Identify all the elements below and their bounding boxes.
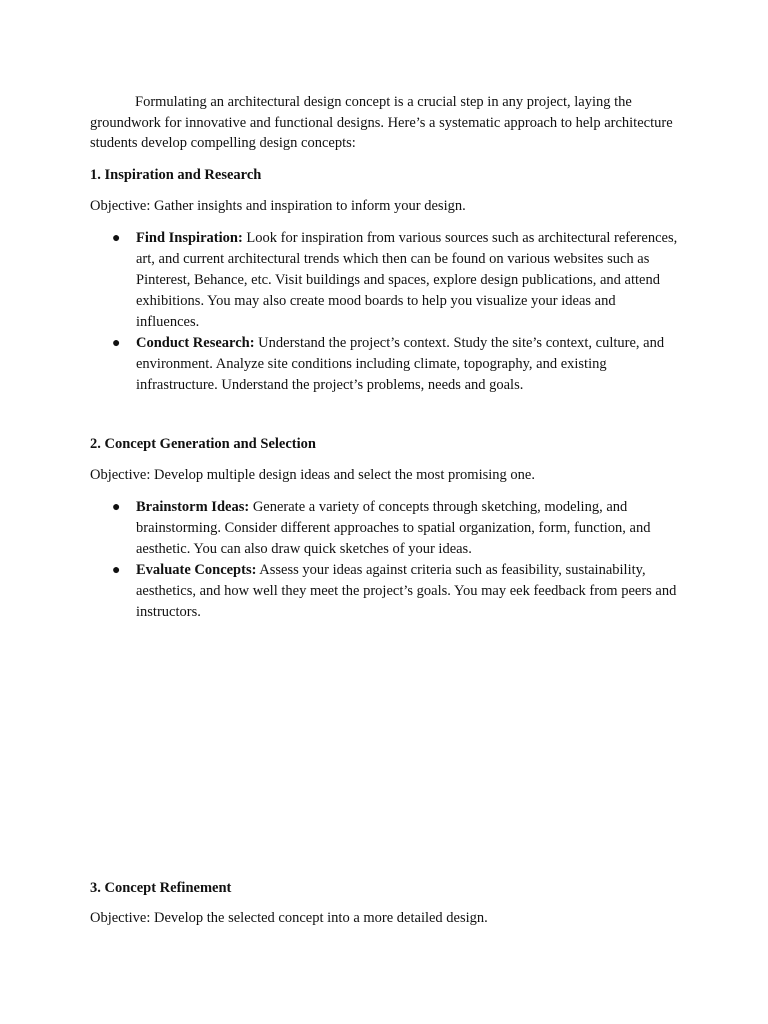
- bullet-item-find-inspiration: [90, 228, 680, 333]
- intro-paragraph: Formulating an architectural design concept is a crucial step in any project, laying the groundwork for innovative and functional designs. Here’s a systematic approach to help architecture students develop compelling design concepts:: [90, 94, 673, 151]
- bullet-item-conduct-research: [90, 333, 680, 396]
- bullet-term: Brainstorm Ideas:: [136, 499, 250, 515]
- bullet-text: Generate a variety of concepts through sketching, modeling, and brainstorming. Consider different approaches to spatial organization, form, function, and aesthetic. You can also draw quick sketches of your ideas.: [136, 499, 651, 557]
- section-objective-concept-generation: Objective: Develop multiple design ideas and select the most promising one.: [90, 467, 535, 483]
- bullet-icon: ●: [112, 563, 121, 578]
- bullet-item-evaluate-concepts: [90, 560, 680, 623]
- section-heading-concept-refinement: 3. Concept Refinement: [90, 880, 232, 896]
- section-objective-concept-refinement: Objective: Develop the selected concept into a more detailed design.: [90, 910, 488, 926]
- bullet-term: Find Inspiration:: [136, 230, 243, 246]
- bullet-list-concept-generation: [90, 497, 680, 623]
- section-heading-inspiration-research: 1. Inspiration and Research: [90, 167, 262, 183]
- bullet-text: Look for inspiration from various sources such as architectural references, art, and current architectural trends which then can be found on various websites such as Pinterest, Behance, etc. Visit buildings and spaces, explore design publications, and attend exhibitions. You may also create mood boards to help you visualize your ideas and influences.: [136, 230, 678, 330]
- bullet-text: Understand the project’s context. Study the site’s context, culture, and environment. Analyze site conditions including climate, topography, and existing infrastructure. Understand the project’s problems, needs and goals.: [136, 335, 665, 393]
- bullet-item-brainstorm-ideas: [90, 497, 680, 560]
- bullet-term: Evaluate Concepts:: [136, 562, 257, 578]
- bullet-text: Assess your ideas against criteria such as feasibility, sustainability, aesthetics, and how well they meet the project’s goals. You may eek feedback from peers and instructors.: [136, 562, 677, 620]
- bullet-icon: ●: [112, 336, 121, 351]
- bullet-term: Conduct Research:: [136, 335, 255, 351]
- section-heading-concept-generation: 2. Concept Generation and Selection: [90, 436, 316, 452]
- bullet-icon: ●: [112, 231, 121, 246]
- bullet-list-inspiration-research: [90, 228, 680, 396]
- section-objective-inspiration-research: Objective: Gather insights and inspiration to inform your design.: [90, 198, 466, 214]
- bullet-icon: ●: [112, 500, 121, 515]
